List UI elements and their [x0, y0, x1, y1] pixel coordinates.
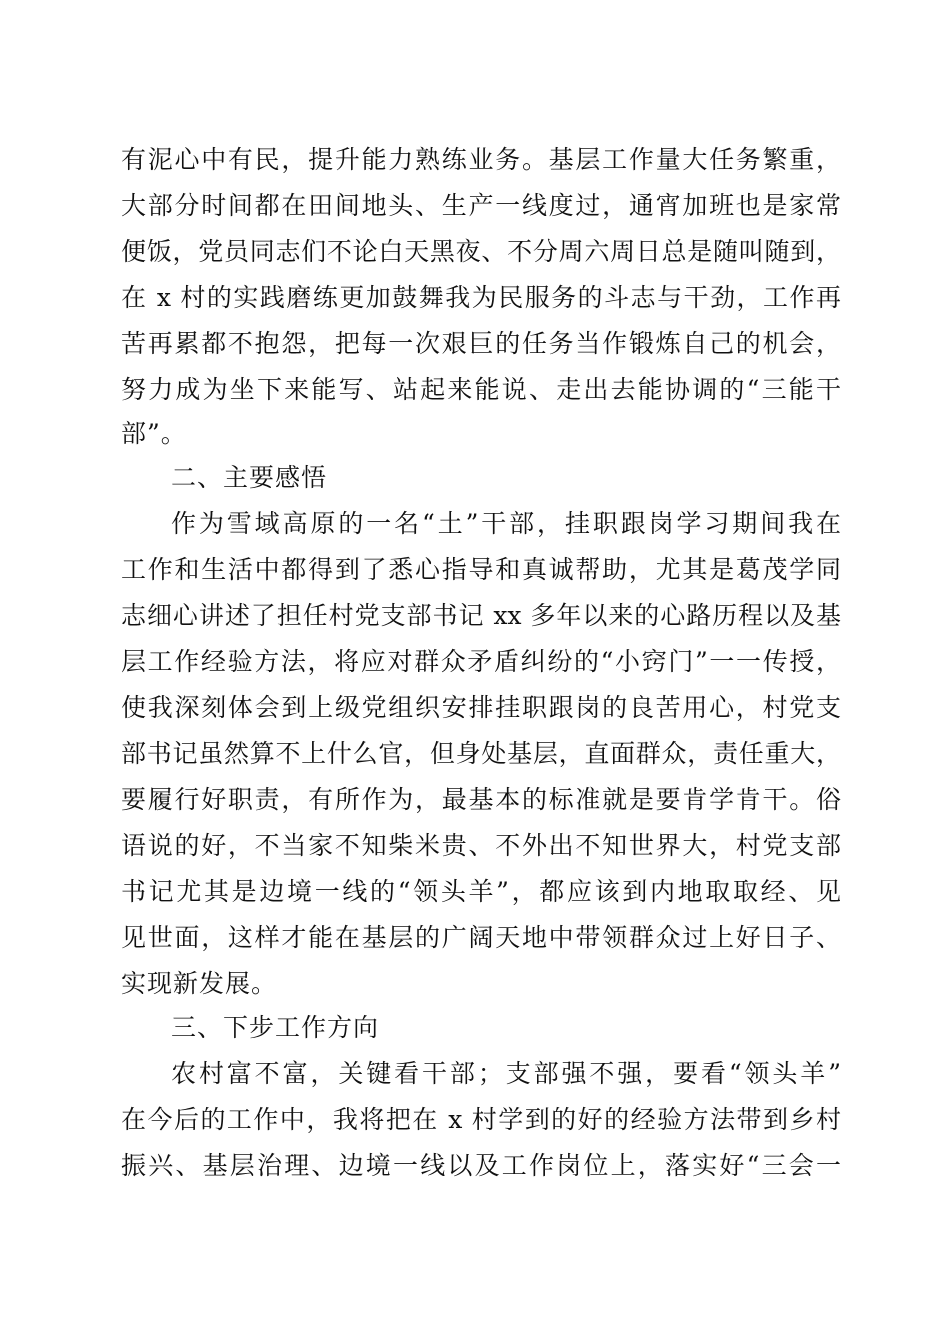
paragraph-line: 实现新发展。 — [121, 969, 278, 998]
paragraph-line: 部”。 — [121, 419, 187, 448]
paragraph-line: 振兴、基层治理、边境一线以及工作岗位上，落实好“三会一 — [121, 1151, 841, 1180]
paragraph-line: 大部分时间都在田间地头、生产一线度过，通宵加班也是家常 — [121, 191, 841, 220]
paragraph-line: 在今后的工作中，我将把在 x 村学到的好的经验方法带到乡村 — [121, 1105, 841, 1134]
paragraph-line: 在 x 村的实践磨练更加鼓舞我为民服务的斗志与干劲，工作再 — [121, 283, 841, 312]
paragraph-line: 部书记虽然算不上什么官，但身处基层，直面群众，责任重大， — [121, 739, 841, 768]
paragraph-line: 层工作经验方法，将应对群众矛盾纠纷的“小窍门”一一传授， — [121, 647, 841, 676]
paragraph-line: 工作和生活中都得到了悉心指导和真诚帮助，尤其是葛茂学同 — [121, 555, 841, 584]
paragraph-line: 语说的好，不当家不知柴米贵、不外出不知世界大，村党支部 — [121, 831, 841, 860]
paragraph-line: 书记尤其是边境一线的“领头羊”，都应该到内地取取经、见 — [121, 877, 841, 906]
paragraph-line: 苦再累都不抱怨，把每一次艰巨的任务当作锻炼自己的机会， — [121, 329, 841, 358]
section-heading: 三、下步工作方向 — [171, 1013, 380, 1042]
paragraph-line: 有泥心中有民，提升能力熟练业务。基层工作量大任务繁重， — [121, 145, 841, 174]
paragraph-line: 使我深刻体会到上级党组织安排挂职跟岗的良苦用心，村党支 — [121, 693, 841, 722]
paragraph-line: 见世面，这样才能在基层的广阔天地中带领群众过上好日子、 — [121, 923, 841, 952]
paragraph-line: 作为雪域高原的一名“土”干部，挂职跟岗学习期间我在 — [171, 509, 841, 538]
section-heading: 二、主要感悟 — [171, 463, 328, 492]
paragraph-line: 要履行好职责，有所作为，最基本的标准就是要肯学肯干。俗 — [121, 785, 841, 814]
paragraph-line: 努力成为坐下来能写、站起来能说、走出去能协调的“三能干 — [121, 375, 841, 404]
paragraph-line: 农村富不富，关键看干部；支部强不强，要看“领头羊” — [171, 1059, 841, 1088]
paragraph-line: 志细心讲述了担任村党支部书记 xx 多年以来的心路历程以及基 — [121, 601, 841, 630]
paragraph-line: 便饭，党员同志们不论白天黑夜、不分周六周日总是随叫随到， — [121, 237, 841, 266]
